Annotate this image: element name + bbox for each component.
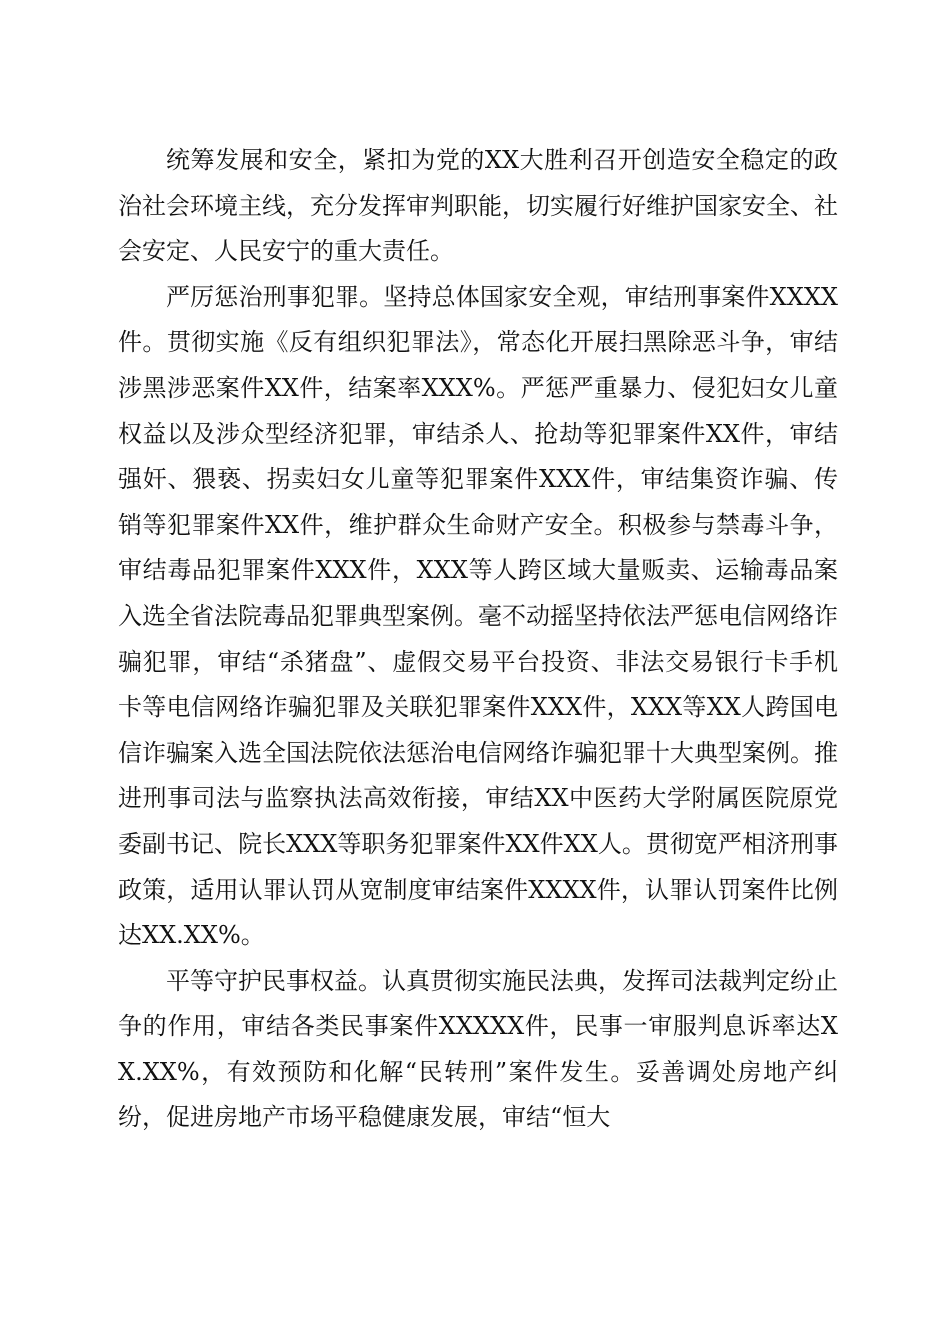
document-body [118, 138, 838, 1141]
paragraph-civil-rights: 平等守护民事权益。认真贯彻实施民法典，发挥司法裁判定纷止争的作用，审结各类民事案件XXXXX件，民事一审服判息诉率达XX.XX%，有效预防和化解“民转刑”案件发生。妥善调处房地产纠纷，促进房地产市场平稳健康发展，审结“恒大 [118, 966, 838, 1132]
paragraph-criminal-cases: 严厉惩治刑事犯罪。坚持总体国家安全观，审结刑事案件XXXX件。贯彻实施《反有组织犯罪法》，常态化开展扫黑除恶斗争，审结涉黑涉恶案件XX件，结案率XXX%。严惩严重暴力、侵犯妇女儿童权益以及涉众型经济犯罪，审结杀人、抢劫等犯罪案件XX件，审结强奸、猥亵、拐卖妇女儿童等犯罪案件XXX件，审结集资诈骗、传销等犯罪案件XX件，维护群众生命财产安全。积极参与禁毒斗争，审结毒品犯罪案件XXX件，XXX等人跨区域大量贩卖、运输毒品案入选全省法院毒品犯罪典型案例。毫不动摇坚持依法严惩电信网络诈骗犯罪，审结“杀猪盘”、虚假交易平台投资、非法交易银行卡手机卡等电信网络诈骗犯罪及关联犯罪案件XXX件，XXX等XX人跨国电信诈骗案入选全国法院依法惩治电信网络诈骗犯罪十大典型案例。推进刑事司法与监察执法高效衔接，审结XX中医药大学附属医院原党委副书记、院长XXX等职务犯罪案件XX件XX人。贯彻宽严相济刑事政策，适用认罪认罚从宽制度审结案件XXXX件，认罪认罚案件比例达XX.XX%。 [118, 282, 838, 950]
paragraph-national-security: 统筹发展和安全，紧扣为党的XX大胜利召开创造安全稳定的政治社会环境主线，充分发挥审判职能，切实履行好维护国家安全、社会安定、人民安宁的重大责任。 [118, 146, 838, 266]
